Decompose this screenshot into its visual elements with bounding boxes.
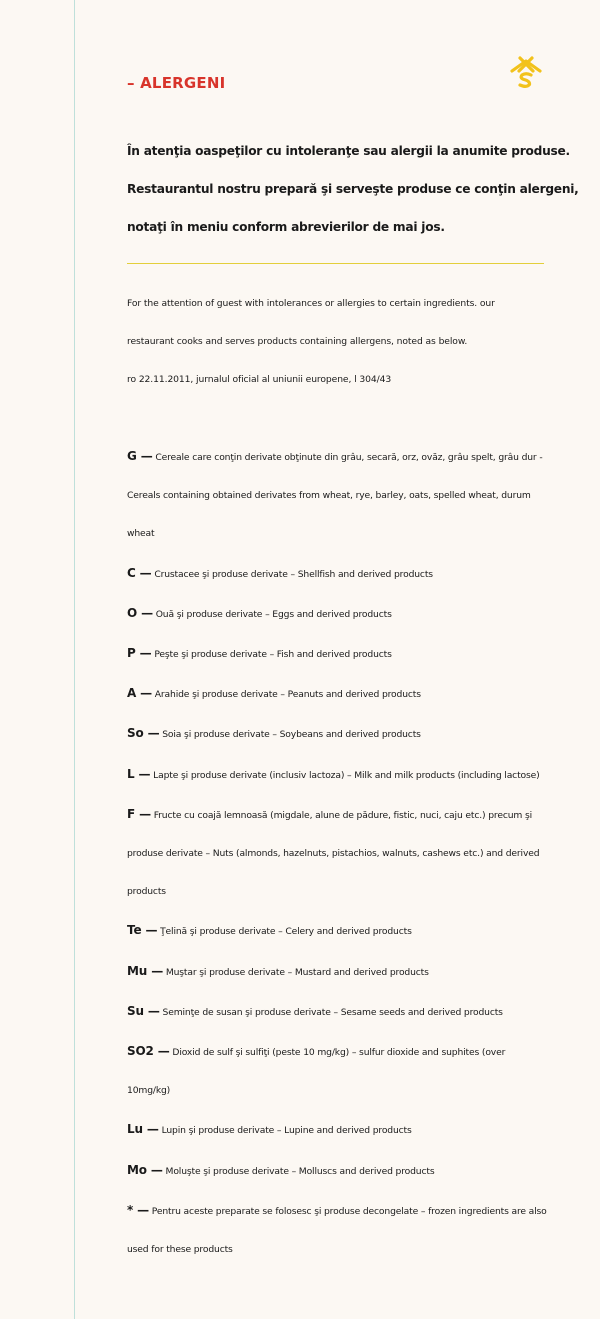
allergen-description: Pentru aceste preparate se folosesc şi produse decongelate – frozen ingredients are also used for these products: [127, 1205, 547, 1256]
allergen-code: P —: [127, 646, 152, 661]
allergen-item: [127, 992, 547, 1032]
allergen-code: O —: [127, 605, 153, 620]
divider: [127, 263, 544, 264]
allergen-description: Moluşte şi produse derivate – Molluscs and derived products: [165, 1165, 435, 1177]
allergen-code: SO2 —: [127, 1044, 170, 1059]
intro-line: Restaurantul nostru prepară şi serveşte produse ce conţin alergeni,: [127, 182, 579, 196]
allergen-description: Seminţe de susan şi produse derivate – Sesame seeds and derived products: [162, 1006, 503, 1018]
allergen-code: Lu —: [127, 1122, 159, 1137]
intro-romanian: [127, 132, 579, 246]
allergen-description: Arahide şi produse derivate – Peanuts and derived products: [154, 689, 421, 701]
allergen-code: * —: [127, 1202, 150, 1217]
allergen-description: Peşte şi produse derivate – Fish and derived products: [154, 649, 392, 661]
allergen-code: C —: [127, 565, 152, 580]
regulation-reference: ro 22.11.2011, jurnalul oficial al uniunii europene, l 304/43: [127, 374, 392, 385]
allergen-description: Ţelină şi produse derivate – Celery and derived products: [160, 926, 412, 938]
allergen-item: [127, 594, 547, 634]
allergen-description: Muştar şi produse derivate – Mustard and derived products: [165, 966, 429, 978]
section-title: – ALERGENI: [127, 74, 226, 92]
allergen-code: So —: [127, 726, 160, 741]
allergen-code: Te —: [127, 923, 158, 938]
english-line: For the attention of guest with intolerances or allergies to certain ingredients. our: [127, 298, 495, 309]
allergen-item: [127, 634, 547, 674]
allergen-item: [127, 1151, 547, 1191]
intro-english: [127, 285, 547, 399]
allergen-code: Su —: [127, 1003, 160, 1018]
allergen-item: [127, 714, 547, 754]
allergen-item: [127, 755, 547, 795]
allergen-item: [127, 1110, 547, 1150]
allergen-description: Cereale care conţin derivate obţinute din grâu, secară, orz, ovăz, grâu spelt, grâu dur - Cereals containing obtained derivates from wheat, rye, barley, oats, spelled wheat, durum wheat: [127, 452, 543, 540]
allergen-item: [127, 554, 547, 594]
allergen-code: Mo —: [127, 1162, 163, 1177]
allergen-item: [127, 1032, 547, 1110]
allergen-item: [127, 674, 547, 714]
intro-line: În atenţia oaspeţilor cu intoleranţe sau alergii la anumite produse.: [127, 144, 570, 158]
allergen-item: [127, 795, 547, 912]
allergen-description: Ouă şi produse derivate – Eggs and derived products: [155, 608, 392, 620]
allergen-code: L —: [127, 766, 151, 781]
allergen-code: F —: [127, 806, 151, 821]
allergen-code: G —: [127, 449, 153, 463]
allergen-description: Lupin şi produse derivate – Lupine and derived products: [161, 1125, 412, 1137]
allergen-description: Soia şi produse derivate – Soybeans and derived products: [162, 729, 421, 741]
allergen-item: [127, 952, 547, 992]
left-border-line: [74, 0, 75, 1319]
allergen-list: [127, 437, 547, 1269]
allergen-item: [127, 437, 547, 554]
logo-mark: [507, 54, 545, 92]
allergen-code: A —: [127, 686, 153, 701]
restaurant-logo-icon: [507, 54, 545, 92]
allergen-code: Mu —: [127, 963, 164, 978]
english-line: restaurant cooks and serves products containing allergens, noted as below.: [127, 336, 468, 347]
allergen-description: Fructe cu coajă lemnoasă (migdale, alune de pădure, fistic, nuci, caju etc.) precum şi produse derivate – Nuts (almonds, hazelnuts, pistachios, walnuts, cashews etc.) and derived products: [127, 809, 540, 898]
intro-line: notaţi în meniu conform abrevierilor de mai jos.: [127, 220, 445, 234]
allergen-item: [127, 1191, 547, 1269]
allergen-item: [127, 911, 547, 951]
allergen-description: Crustacee şi produse derivate – Shellfish and derived products: [154, 568, 433, 580]
allergen-description: Lapte şi produse derivate (inclusiv lactoza) – Milk and milk products (including lactose): [153, 769, 540, 781]
allergen-description: Dioxid de sulf şi sulfiţi (peste 10 mg/kg) – sulfur dioxide and suphites (over 10mg/kg): [127, 1047, 506, 1097]
